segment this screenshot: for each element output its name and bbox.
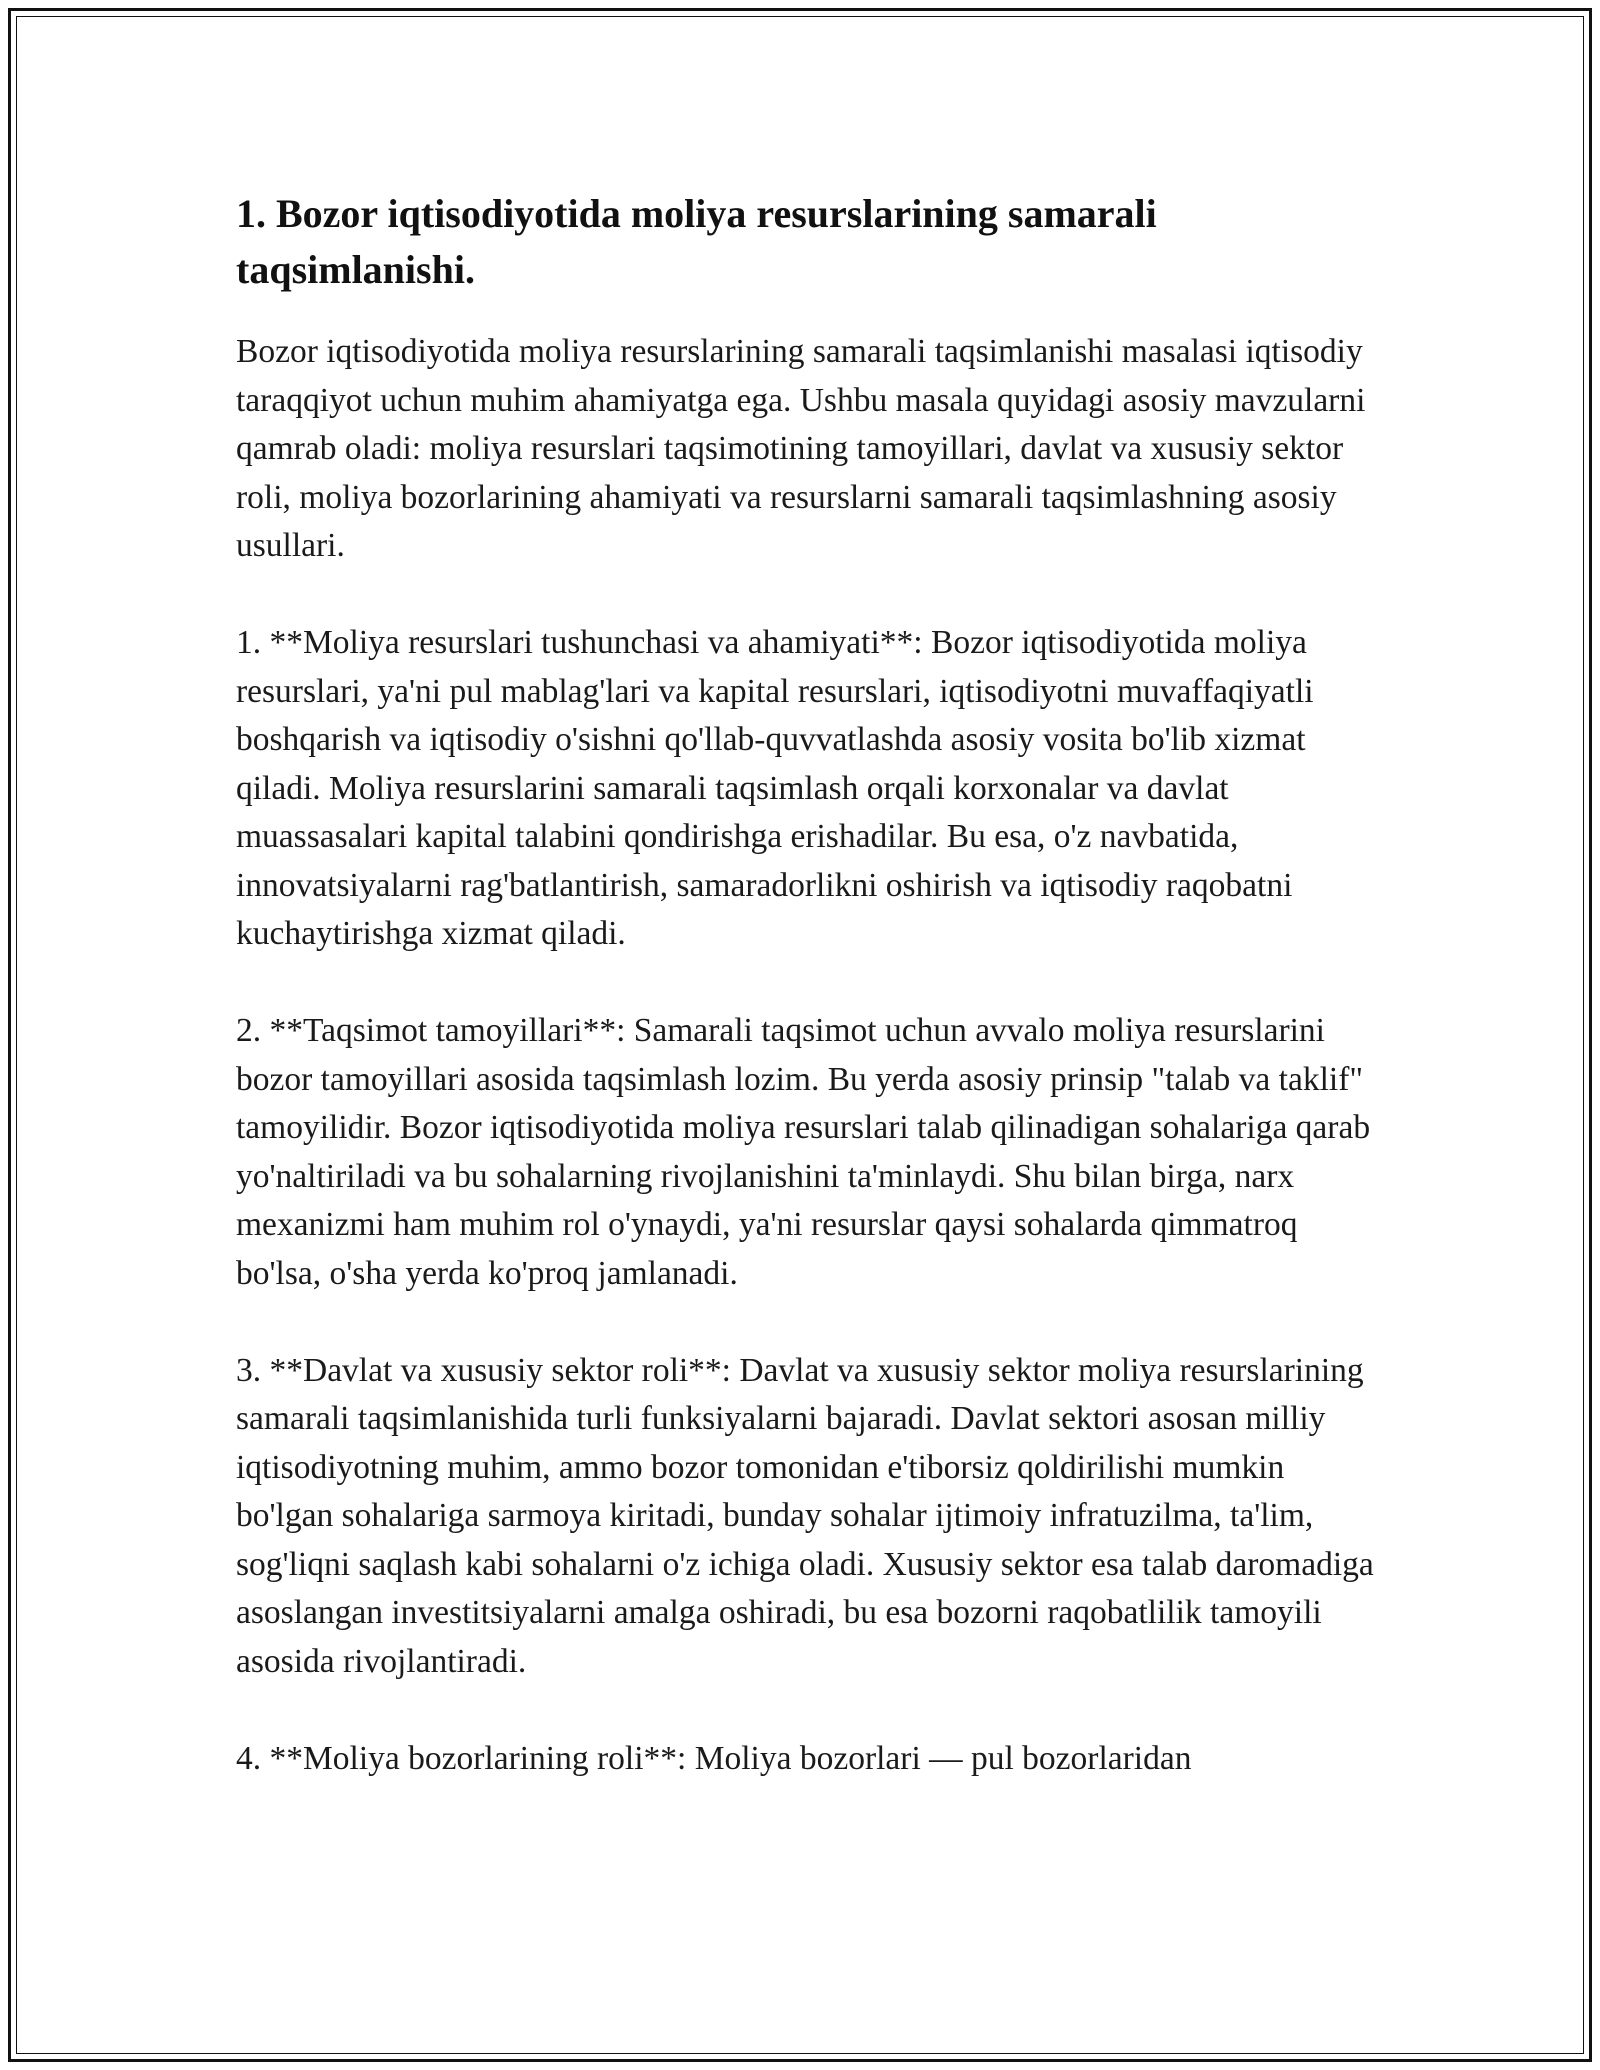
document-page	[236, 186, 1386, 1832]
document-heading: 1. Bozor iqtisodiyotida moliya resurslarining samarali taqsimlanishi.	[236, 191, 1157, 292]
paragraph-item-4: 4. **Moliya bozorlarining roli**: Moliya bozorlari — pul bozorlaridan	[236, 1739, 1192, 1777]
paragraph-item-2: 2. **Taqsimot tamoyillari**: Samarali taqsimot uchun avvalo moliya resurslarini bozor tamoyillari asosida taqsimlash lozim. Bu yerda asosiy prinsip "talab va taklif" tamoyilidir. Bozor iqtisodiyotida moliya resurslari talab qilinadigan sohalariga qarab yo'naltiriladi va bu sohalarning rivojlanishini ta'minlaydi. Shu bilan birga, narx mexanizmi ham muhim rol o'ynaydi, ya'ni resurslar qaysi sohalarda qimmatroq bo'lsa, o'sha yerda ko'proq jamlanadi.	[236, 1012, 1371, 1292]
paragraph-intro: Bozor iqtisodiyotida moliya resurslarining samarali taqsimlanishi masalasi iqtisodiy taraqqiyot uchun muhim ahamiyatga ega. Ushbu masala quyidagi asosiy mavzularni qamrab oladi: moliya resurslari taqsimotining tamoyillari, davlat va xususiy sektor roli, moliya bozorlarining ahamiyati va resurslarni samarali taqsimlashning asosiy usullari.	[236, 333, 1366, 564]
paragraph-item-1: 1. **Moliya resurslari tushunchasi va ahamiyati**: Bozor iqtisodiyotida moliya resurslari, ya'ni pul mablag'lari va kapital resurslari, iqtisodiyotni muvaffaqiyatli boshqarish va iqtisodiy o'sishni qo'llab-quvvatlashda asosiy vosita bo'lib xizmat qiladi. Moliya resurslarini samarali taqsimlash orqali korxonalar va davlat muassasalari kapital talabini qondirishga erishadilar. Bu esa, o'z navbatida, innovatsiyalarni rag'batlantirish, samaradorlikni oshirish va iqtisodiy raqobatni kuchaytirishga xizmat qiladi.	[236, 624, 1314, 952]
paragraph-item-3: 3. **Davlat va xususiy sektor roli**: Davlat va xususiy sektor moliya resurslarining samarali taqsimlanishida turli funksiyalarni bajaradi. Davlat sektori asosan milliy iqtisodiyotning muhim, ammo bozor tomonidan e'tiborsiz qoldirilishi mumkin bo'lgan sohalariga sarmoya kiritadi, bunday sohalar ijtimoiy infratuzilma, ta'lim, sog'liqni saqlash kabi sohalarni o'z ichiga oladi. Xususiy sektor esa talab daromadiga asoslangan investitsiyalarni amalga oshiradi, bu esa bozorni raqobatlilik tamoyili asosida rivojlantiradi.	[236, 1351, 1374, 1680]
